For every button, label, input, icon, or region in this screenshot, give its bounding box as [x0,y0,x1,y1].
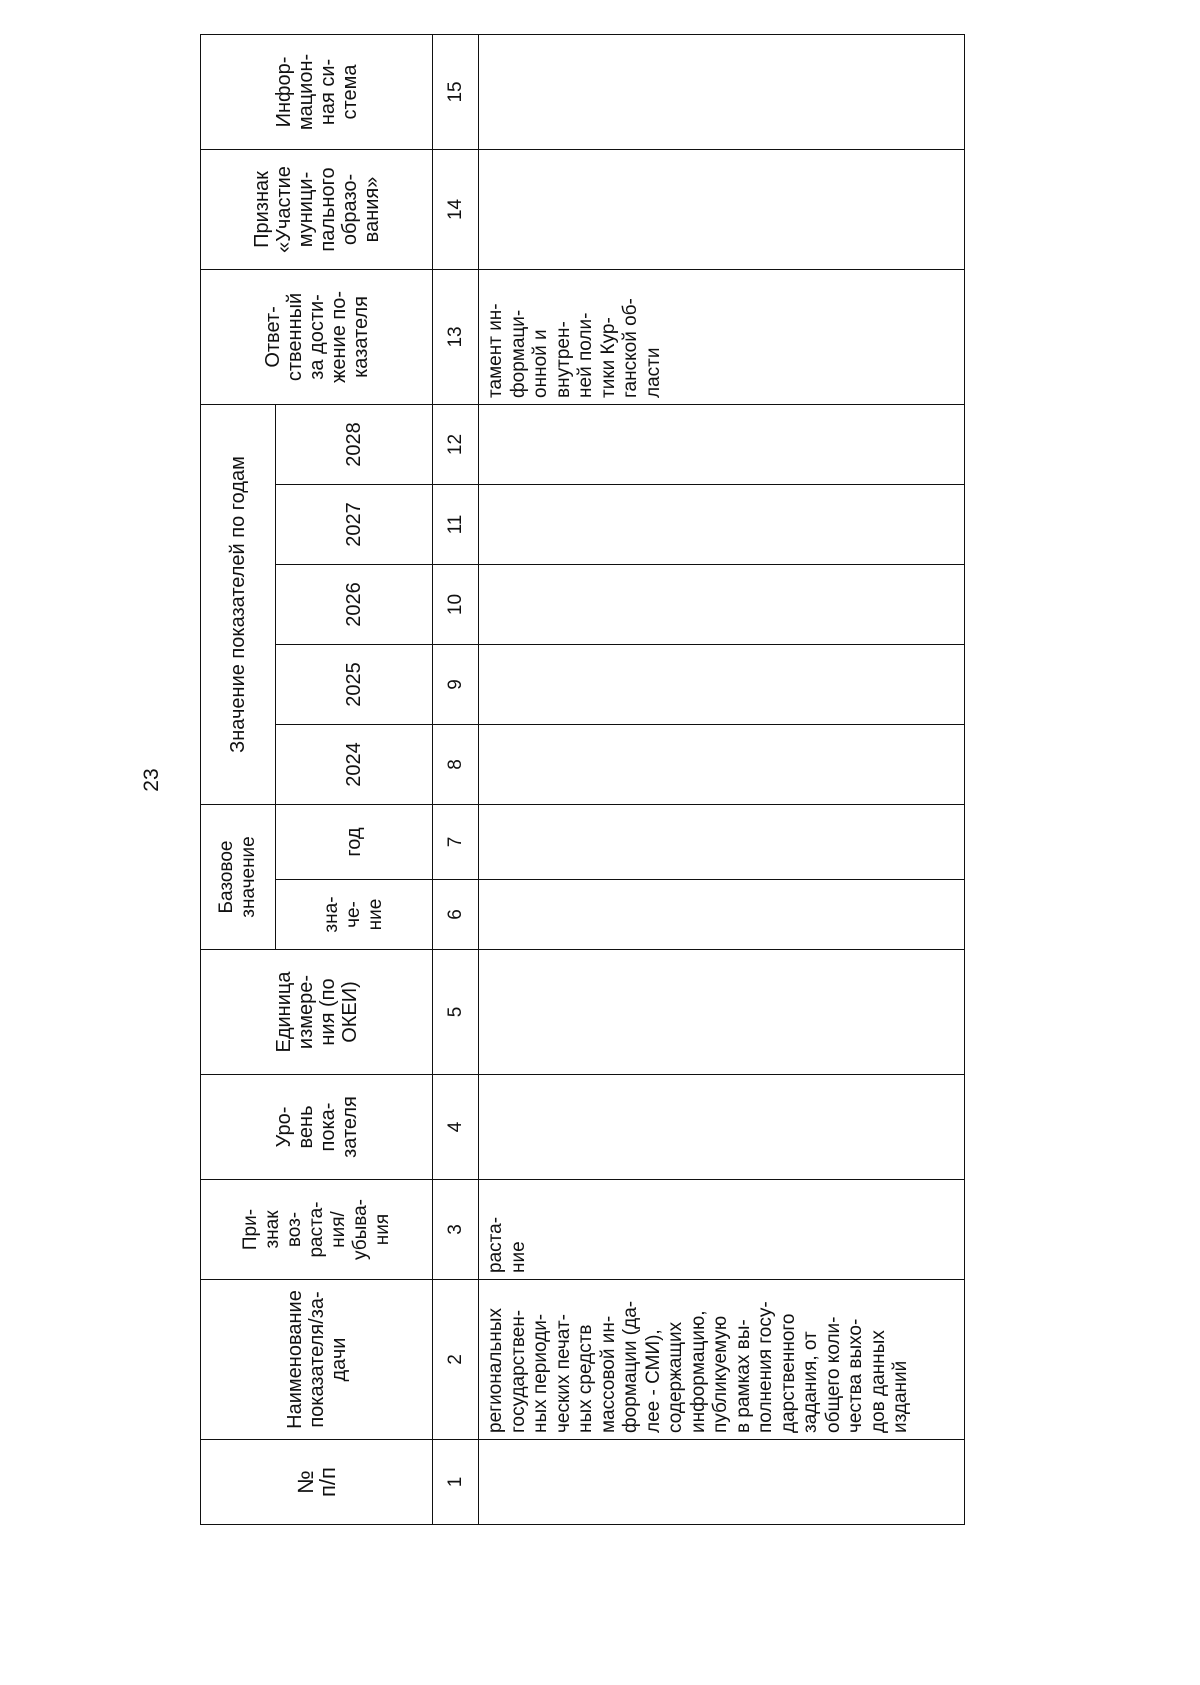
header-base-value: зна- че- ние [276,880,433,950]
column-number: 1 [433,1440,479,1525]
rotated-table-wrapper [200,35,965,1525]
header-year-2025: 2025 [276,645,433,725]
column-number: 4 [433,1075,479,1180]
column-number: 12 [433,404,479,484]
cell-info-system [479,34,965,149]
header-years-group: Значение показателей по годам [201,404,276,804]
column-number: 7 [433,805,479,880]
cell-base-value [479,880,965,950]
cell-trend: раста- ние [479,1180,965,1280]
column-number: 11 [433,485,479,565]
header-year-2028: 2028 [276,404,433,484]
header-row-1 [201,34,276,1524]
header-trend: При- знак воз- раста- ния/ убыва- ния [201,1180,433,1280]
column-number: 2 [433,1280,479,1440]
cell-2024 [479,725,965,805]
header-name: Наименование показателя/за- дачи [201,1280,433,1440]
cell-unit [479,950,965,1075]
column-number: 8 [433,725,479,805]
cell-municipal [479,149,965,269]
column-number: 6 [433,880,479,950]
header-base-year: год [276,805,433,880]
cell-2026 [479,565,965,645]
header-level: Уро- вень пока- зателя [201,1075,433,1180]
column-number: 15 [433,34,479,149]
column-number: 5 [433,950,479,1075]
header-year-2027: 2027 [276,485,433,565]
cell-num [479,1440,965,1525]
header-responsible: Ответ- ственный за дости- жение по- казателя [201,269,433,404]
header-num: № п/п [201,1440,433,1525]
header-year-2024: 2024 [276,725,433,805]
header-year-2026: 2026 [276,565,433,645]
cell-level [479,1075,965,1180]
column-number: 9 [433,645,479,725]
column-number: 10 [433,565,479,645]
cell-base-year [479,805,965,880]
cell-2025 [479,645,965,725]
header-info-system: Инфор- мацион- ная си- стема [201,34,433,149]
cell-2027 [479,485,965,565]
column-number: 14 [433,149,479,269]
indicators-table [200,34,965,1525]
column-numbers-row [433,34,479,1524]
column-number: 3 [433,1180,479,1280]
cell-name: региональных государствен- ных периоди- ческих печат- ных средств массовой ин- формации (да- лее - СМИ), содержащих информацию, публикуемую в рамках вы- полнения госу- дарственного задания, от общего коли- чества выхо- дов данных изданий [479,1280,965,1440]
column-number: 13 [433,269,479,404]
table-row [479,34,965,1524]
header-base-group: Базовое значение [201,805,276,950]
header-municipal: Признак «Участие муници- пального образо- вания» [201,149,433,269]
cell-responsible: тамент ин- формаци- онной и внутрен- ней поли- тики Кур- ганской об- ласти [479,269,965,404]
cell-2028 [479,404,965,484]
header-unit: Единица измере- ния (по ОКЕИ) [201,950,433,1075]
page-number: 23 [140,768,163,792]
